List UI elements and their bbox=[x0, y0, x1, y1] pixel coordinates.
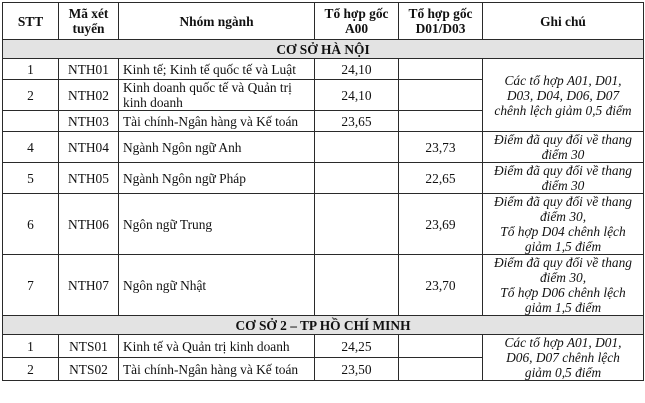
cell-nganh-line: kinh doanh bbox=[123, 95, 183, 110]
table-row bbox=[3, 194, 644, 255]
cell-d01: 23,70 bbox=[399, 255, 483, 316]
header-a00-line: A00 bbox=[344, 21, 369, 36]
cell-nganh-line: Ngôn ngữ Nhật bbox=[123, 277, 207, 293]
cell-a00: 23,65 bbox=[315, 111, 399, 132]
cell-ma: NTH04 bbox=[59, 132, 119, 163]
cell-ma: NTH01 bbox=[59, 59, 119, 80]
note-line: Các tổ hợp A01, D01, bbox=[504, 72, 622, 88]
note-line: giảm 1,5 điểm bbox=[524, 300, 602, 315]
cell-nganh bbox=[119, 163, 315, 194]
cell-ghi-chu bbox=[483, 163, 644, 194]
cell-ma: NTH06 bbox=[59, 194, 119, 255]
cell-d01 bbox=[399, 80, 483, 111]
note-line: giảm 1,5 điểm bbox=[524, 239, 602, 254]
header-ma-line: tuyển bbox=[72, 21, 105, 36]
cell-stt bbox=[3, 111, 59, 132]
cell-nganh bbox=[119, 59, 315, 80]
cell-a00 bbox=[315, 163, 399, 194]
cell-nganh-line: Kinh doanh quốc tế và Quản trị bbox=[123, 80, 292, 95]
section-row-hanoi bbox=[3, 40, 644, 59]
cell-nganh-line: Ngành Ngôn ngữ Pháp bbox=[123, 170, 246, 186]
note-line: D06, D07 chênh lệch bbox=[506, 350, 620, 365]
cell-ma: NTH03 bbox=[59, 111, 119, 132]
cell-nganh bbox=[119, 80, 315, 111]
cell-nganh-line: Ngôn ngữ Trung bbox=[123, 216, 213, 232]
cell-stt: 5 bbox=[3, 163, 59, 194]
note-line: giảm 0,5 điểm bbox=[524, 365, 602, 380]
table-row bbox=[3, 335, 644, 358]
header-d01-line: D01/D03 bbox=[415, 21, 466, 36]
cell-a00 bbox=[315, 132, 399, 163]
cell-stt: 2 bbox=[3, 80, 59, 111]
cell-ma: NTH05 bbox=[59, 163, 119, 194]
header-row bbox=[3, 3, 644, 40]
cell-stt: 1 bbox=[3, 335, 59, 358]
cell-ma: NTH02 bbox=[59, 80, 119, 111]
cell-nganh bbox=[119, 255, 315, 316]
cell-nganh bbox=[119, 111, 315, 132]
cell-d01 bbox=[399, 59, 483, 80]
cell-stt: 2 bbox=[3, 358, 59, 381]
cell-nganh bbox=[119, 358, 315, 381]
section-title-hanoi: CƠ SỞ HÀ NỘI bbox=[3, 40, 644, 59]
header-a00-line: Tổ hợp gốc bbox=[324, 6, 389, 21]
cell-ghi-chu bbox=[483, 132, 644, 163]
cell-a00: 23,50 bbox=[315, 358, 399, 381]
note-line: điểm 30 bbox=[541, 147, 585, 162]
cell-nganh bbox=[119, 132, 315, 163]
cell-a00: 24,10 bbox=[315, 80, 399, 111]
header-ma-line: Mã xét bbox=[68, 6, 109, 21]
cell-ma: NTS01 bbox=[59, 335, 119, 358]
table-row bbox=[3, 59, 644, 80]
cell-a00: 24,10 bbox=[315, 59, 399, 80]
cell-stt: 6 bbox=[3, 194, 59, 255]
note-line: điểm 30, bbox=[539, 270, 587, 285]
cell-d01 bbox=[399, 358, 483, 381]
cell-stt: 1 bbox=[3, 59, 59, 80]
note-line: Các tổ hợp A01, D01, bbox=[504, 335, 622, 350]
cell-nganh bbox=[119, 194, 315, 255]
cell-nganh-line: Ngành Ngôn ngữ Anh bbox=[123, 139, 242, 155]
cell-nganh-line: Tài chính-Ngân hàng và Kế toán bbox=[123, 361, 299, 377]
note-line: Điểm đã quy đổi về thang bbox=[494, 194, 632, 209]
note-line: chênh lệch giảm 0,5 điểm bbox=[494, 102, 632, 118]
cell-d01: 22,65 bbox=[399, 163, 483, 194]
section-title-hcm: CƠ SỞ 2 – TP HỒ CHÍ MINH bbox=[3, 316, 644, 335]
cell-a00: 24,25 bbox=[315, 335, 399, 358]
section-row-hcm bbox=[3, 316, 644, 335]
note-line: D03, D04, D06, D07 bbox=[506, 87, 620, 103]
header-ghi-chu: Ghi chú bbox=[483, 3, 644, 40]
cell-d01: 23,69 bbox=[399, 194, 483, 255]
note-line: Điểm đã quy đổi về thang bbox=[494, 255, 632, 270]
cell-ma: NTS02 bbox=[59, 358, 119, 381]
cell-ghi-chu bbox=[483, 59, 644, 132]
header-d01-line: Tổ hợp gốc bbox=[408, 6, 473, 21]
cell-stt: 4 bbox=[3, 132, 59, 163]
table-row bbox=[3, 255, 644, 316]
note-line: điểm 30, bbox=[539, 209, 587, 224]
cell-nganh bbox=[119, 335, 315, 358]
cell-ghi-chu bbox=[483, 335, 644, 381]
header-d01 bbox=[399, 3, 483, 40]
cell-d01 bbox=[399, 111, 483, 132]
table-row bbox=[3, 132, 644, 163]
cell-ghi-chu bbox=[483, 255, 644, 316]
header-ma-xet-tuyen bbox=[59, 3, 119, 40]
cell-nganh-line: Tài chính-Ngân hàng và Kế toán bbox=[123, 113, 299, 129]
cell-d01 bbox=[399, 335, 483, 358]
cell-a00 bbox=[315, 194, 399, 255]
table-row bbox=[3, 163, 644, 194]
header-a00 bbox=[315, 3, 399, 40]
note-line: Điểm đã quy đổi về thang bbox=[494, 132, 632, 147]
note-line: điểm 30 bbox=[541, 178, 585, 193]
header-stt: STT bbox=[3, 3, 59, 40]
cell-d01: 23,73 bbox=[399, 132, 483, 163]
admission-scores-table bbox=[2, 2, 644, 381]
cell-ma: NTH07 bbox=[59, 255, 119, 316]
cell-nganh-line: Kinh tế; Kinh tế quốc tế và Luật bbox=[123, 61, 296, 77]
note-line: Tổ hợp D06 chênh lệch bbox=[500, 285, 626, 300]
cell-stt: 7 bbox=[3, 255, 59, 316]
cell-ghi-chu bbox=[483, 194, 644, 255]
cell-a00 bbox=[315, 255, 399, 316]
cell-nganh-line: Kinh tế và Quản trị kinh doanh bbox=[123, 338, 290, 354]
note-line: Điểm đã quy đổi về thang bbox=[494, 163, 632, 178]
note-line: Tổ hợp D04 chênh lệch bbox=[500, 224, 626, 239]
header-nhom-nganh: Nhóm ngành bbox=[119, 3, 315, 40]
